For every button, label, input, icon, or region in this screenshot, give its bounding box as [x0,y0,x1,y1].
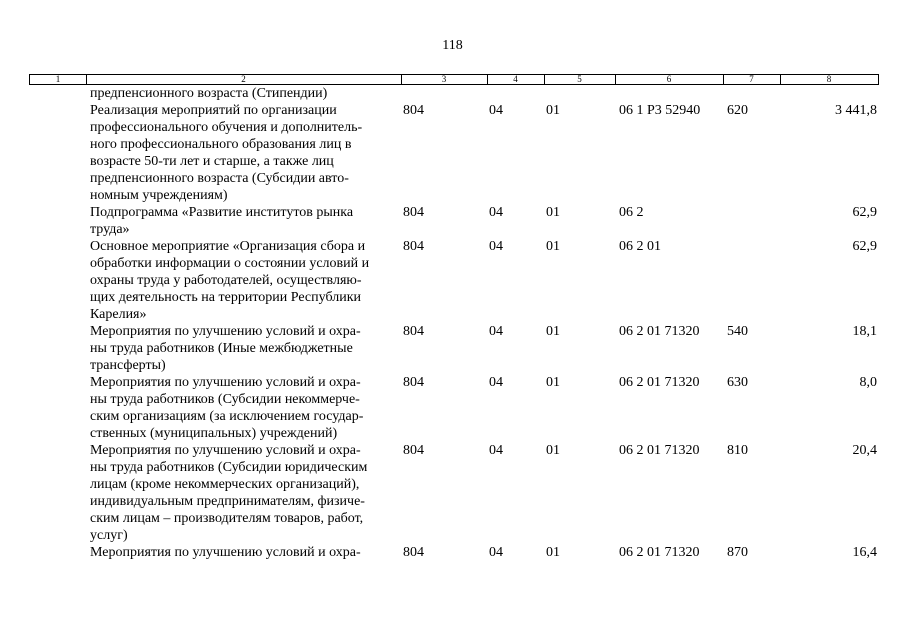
header-col-3: 3 [441,74,447,84]
subsection-code: 01 [546,205,560,220]
expense-type-code: 630 [727,375,748,390]
description-line: Мероприятия по улучшению условий и охра- [90,324,361,339]
section-code: 04 [489,443,503,458]
target-item-code: 06 2 01 71320 [619,443,700,458]
table-row [29,102,879,204]
target-item-code: 06 1 P3 52940 [619,103,701,118]
table-header [29,74,879,85]
description-line: Реализация мероприятий по организации [90,103,337,118]
amount: 16,4 [852,545,877,560]
table-row [29,442,879,544]
row-description [90,374,395,442]
header-col-5: 5 [577,74,582,84]
description-line: Карелия» [90,307,147,322]
subsection-code: 01 [546,239,560,254]
ministry-code: 804 [403,545,424,560]
target-item-code: 06 2 01 [619,239,661,254]
ministry-code: 804 [403,103,424,118]
section-code: 04 [489,375,503,390]
table-row [29,204,879,238]
subsection-code: 01 [546,103,560,118]
ministry-code: 804 [403,324,424,339]
section-code: 04 [489,103,503,118]
description-line: услуг) [90,528,128,543]
table-row [29,544,879,561]
header-col-1: 1 [55,74,61,84]
expense-type-code: 870 [727,545,748,560]
row-description [90,204,395,238]
row-description [90,238,395,323]
amount: 18,1 [852,324,877,339]
row-description [90,544,395,561]
target-item-code: 06 2 01 71320 [619,324,700,339]
row-description [90,323,395,374]
header-col-8: 8 [826,74,832,84]
amount: 62,9 [852,205,877,220]
description-line: предпенсионного возраста (Стипендии) [90,86,328,101]
row-description [90,442,395,544]
description-line: номным учреждениям) [90,188,228,203]
subsection-code: 01 [546,545,560,560]
amount: 20,4 [852,443,877,458]
subsection-code: 01 [546,443,560,458]
subsection-code: 01 [546,324,560,339]
ministry-code: 804 [403,205,424,220]
target-item-code: 06 2 [619,205,644,220]
section-code: 04 [489,545,503,560]
description-line: лицам (кроме некоммерческих организаций), [90,477,360,492]
table-row [29,323,879,374]
target-item-code: 06 2 01 71320 [619,545,700,560]
target-item-code: 06 2 01 71320 [619,375,700,390]
description-line: щих деятельность на территории Республики [90,290,361,305]
section-code: 04 [489,239,503,254]
description-line: ны труда работников (Субсидии некоммерче- [90,392,360,407]
description-line: Основное мероприятие «Организация сбора и [90,239,366,254]
description-line: охраны труда у работодателей, осуществляю- [90,273,362,288]
expense-type-code: 540 [727,324,748,339]
description-line: Мероприятия по улучшению условий и охра- [90,545,361,560]
description-line: ны труда работников (Субсидии юридическим [90,460,368,475]
section-code: 04 [489,205,503,220]
header-col-4: 4 [513,74,518,84]
description-line: возрасте 50-ти лет и старше, а также лиц [90,154,334,169]
ministry-code: 804 [403,375,424,390]
description-line: Мероприятия по улучшению условий и охра- [90,375,361,390]
description-line: ским лицам – производителям товаров, работ, [90,511,364,526]
header-col-6: 6 [666,74,672,84]
section-code: 04 [489,324,503,339]
table-row [29,238,879,323]
description-line: ским организациям (за исключением государ- [90,409,364,424]
row-description [90,85,395,102]
amount: 3 441,8 [835,103,877,118]
header-col-2: 2 [241,74,246,84]
description-line: обработки информации о состоянии условий и [90,256,370,271]
description-line: ного профессионального образования лиц в [90,137,352,152]
description-line: Мероприятия по улучшению условий и охра- [90,443,361,458]
amount: 8,0 [859,375,877,390]
page-number: 118 [442,38,463,53]
description-line: трансферты) [90,358,166,373]
table-row [29,374,879,442]
description-line: профессионального обучения и дополнитель- [90,120,363,135]
ministry-code: 804 [403,443,424,458]
amount: 62,9 [852,239,877,254]
description-line: индивидуальным предпринимателям, физиче- [90,494,365,509]
description-line: предпенсионного возраста (Субсидии авто- [90,171,349,186]
description-line: Подпрограмма «Развитие институтов рынка [90,205,354,220]
row-description [90,102,395,204]
expense-type-code: 620 [727,103,748,118]
ministry-code: 804 [403,239,424,254]
table-row [29,85,879,102]
description-line: ственных (муниципальных) учреждений) [90,426,338,441]
subsection-code: 01 [546,375,560,390]
description-line: ны труда работников (Иные межбюджетные [90,341,353,356]
header-col-7: 7 [749,74,754,84]
expense-type-code: 810 [727,443,748,458]
description-line: труда» [90,222,130,237]
budget-table [29,74,879,561]
